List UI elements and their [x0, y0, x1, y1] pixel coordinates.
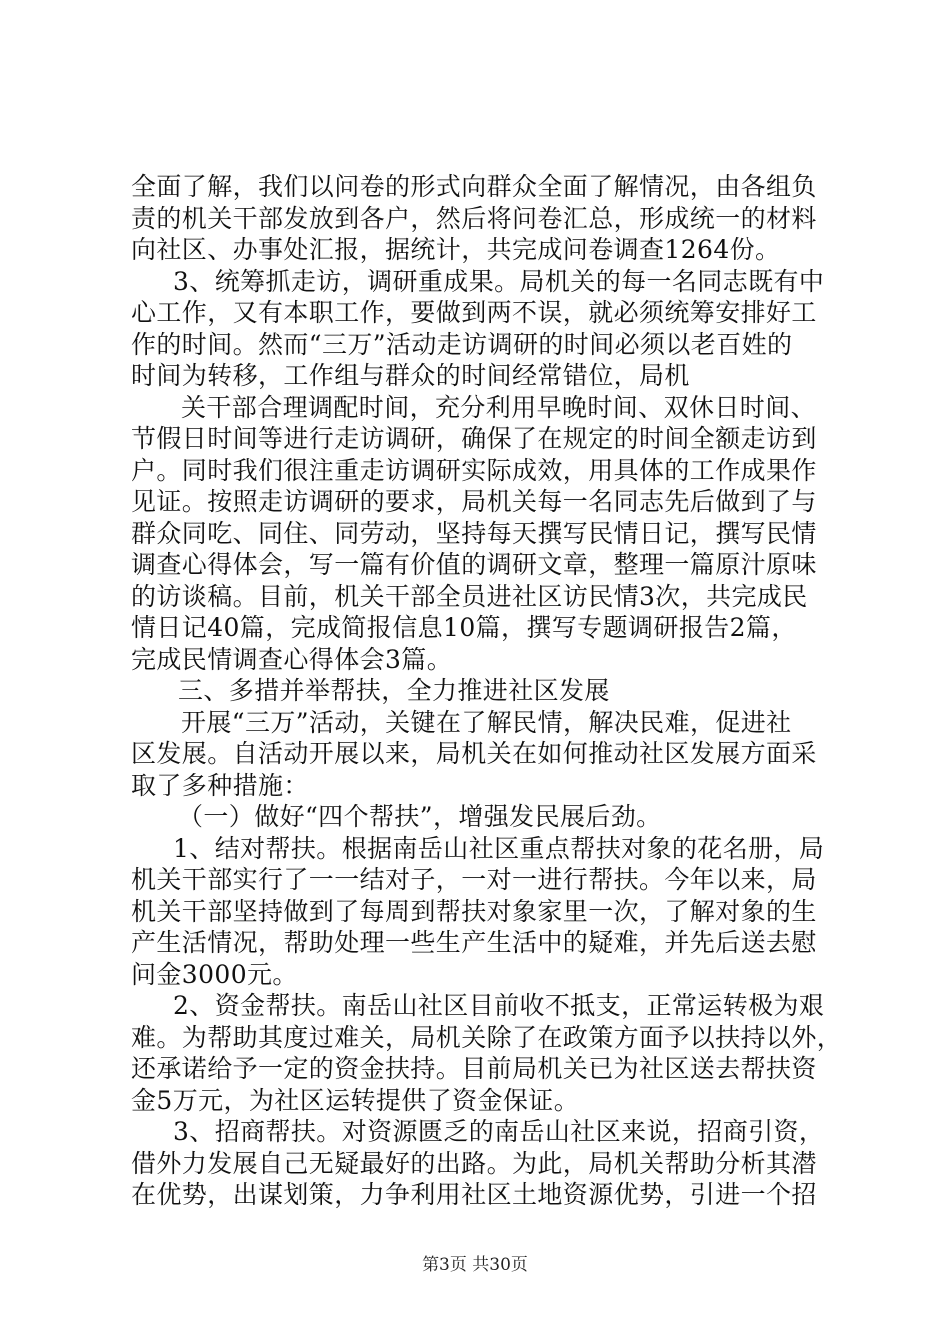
- text-line: 的访谈稿。目前，机关干部全员进社区访民情3次，共完成民: [131, 581, 808, 611]
- text-line: 心工作，又有本职工作，要做到两不误，就必须统筹安排好工: [131, 298, 817, 327]
- text-line: 关干部合理调配时间，充分利用早晚时间、双休日时间、: [181, 392, 817, 422]
- text-line: 借外力发展自己无疑最好的出路。为此，局机关帮助分析其潜: [131, 1148, 817, 1178]
- text-line: 机关干部实行了一一结对子，一对一进行帮扶。今年以来，局: [131, 865, 817, 894]
- text-line: 时间为转移，工作组与群众的时间经常错位，局机: [131, 361, 690, 390]
- text-line: 全面了解，我们以问卷的形式向群众全面了解情况，由各组负: [131, 172, 817, 201]
- text-line: 在优势，出谋划策，力争利用社区土地资源优势，引进一个招: [131, 1180, 817, 1209]
- subsection-heading: （一）做好“四个帮扶”，增强发民展后劲。: [178, 802, 662, 831]
- text-line: 还承诺给予一定的资金扶持。目前局机关已为社区送去帮扶资: [131, 1054, 817, 1083]
- text-line: 情日记40篇，完成简报信息10篇，撰写专题调研报告2篇，: [131, 613, 797, 642]
- text-line: 问金3000元。: [131, 959, 298, 989]
- text-line: 3、统筹抓走访，调研重成果。局机关的每一名同志既有中: [173, 266, 825, 296]
- text-line: 户。同时我们很注重走访调研实际成效，用具体的工作成果作: [131, 455, 817, 485]
- text-line: 机关干部坚持做到了每周到帮扶对象家里一次，了解对象的生: [131, 896, 817, 926]
- text-line: 作的时间。然而“三万”活动走访调研的时间必须以老百姓的: [131, 329, 793, 359]
- text-line: 1、结对帮扶。根据南岳山社区重点帮扶对象的花名册，局: [173, 833, 825, 863]
- text-line: 见证。按照走访调研的要求，局机关每一名同志先后做到了与: [131, 487, 817, 516]
- text-line: 难。为帮助其度过难关，局机关除了在政策方面予以扶持以外，: [131, 1022, 843, 1052]
- page-footer: 第3页 共30页: [422, 1255, 528, 1275]
- text-line: 调查心得体会，写一篇有价值的调研文章，整理一篇原汁原味: [131, 550, 817, 579]
- text-line: 金5万元，为社区运转提供了资金保证。: [131, 1085, 580, 1115]
- text-line: 取了多种措施：: [131, 770, 309, 800]
- text-line: 责的机关干部发放到各户，然后将问卷汇总，形成统一的材料: [131, 203, 817, 233]
- text-line: 向社区、办事处汇报，据统计，共完成问卷调查1264份。: [131, 235, 781, 264]
- section-heading: 三、多措并举帮扶，全力推进社区发展: [178, 676, 610, 705]
- text-line: 节假日时间等进行走访调研，确保了在规定的时间全额走访到: [131, 424, 817, 453]
- text-line: 开展“三万”活动，关键在了解民情，解决民难，促进社: [181, 707, 792, 737]
- text-line: 2、资金帮扶。南岳山社区目前收不抵支，正常运转极为艰: [173, 991, 825, 1020]
- text-line: 产生活情况，帮助处理一些生产生活中的疑难，并先后送去慰: [131, 928, 817, 957]
- text-line: 3、招商帮扶。对资源匮乏的南岳山社区来说，招商引资，: [173, 1117, 825, 1146]
- text-line: 区发展。自活动开展以来，局机关在如何推动社区发展方面采: [131, 739, 817, 768]
- text-line: 群众同吃、同住、同劳动，坚持每天撰写民情日记，撰写民情: [131, 518, 817, 548]
- text-line: 完成民情调查心得体会3篇。: [131, 644, 453, 674]
